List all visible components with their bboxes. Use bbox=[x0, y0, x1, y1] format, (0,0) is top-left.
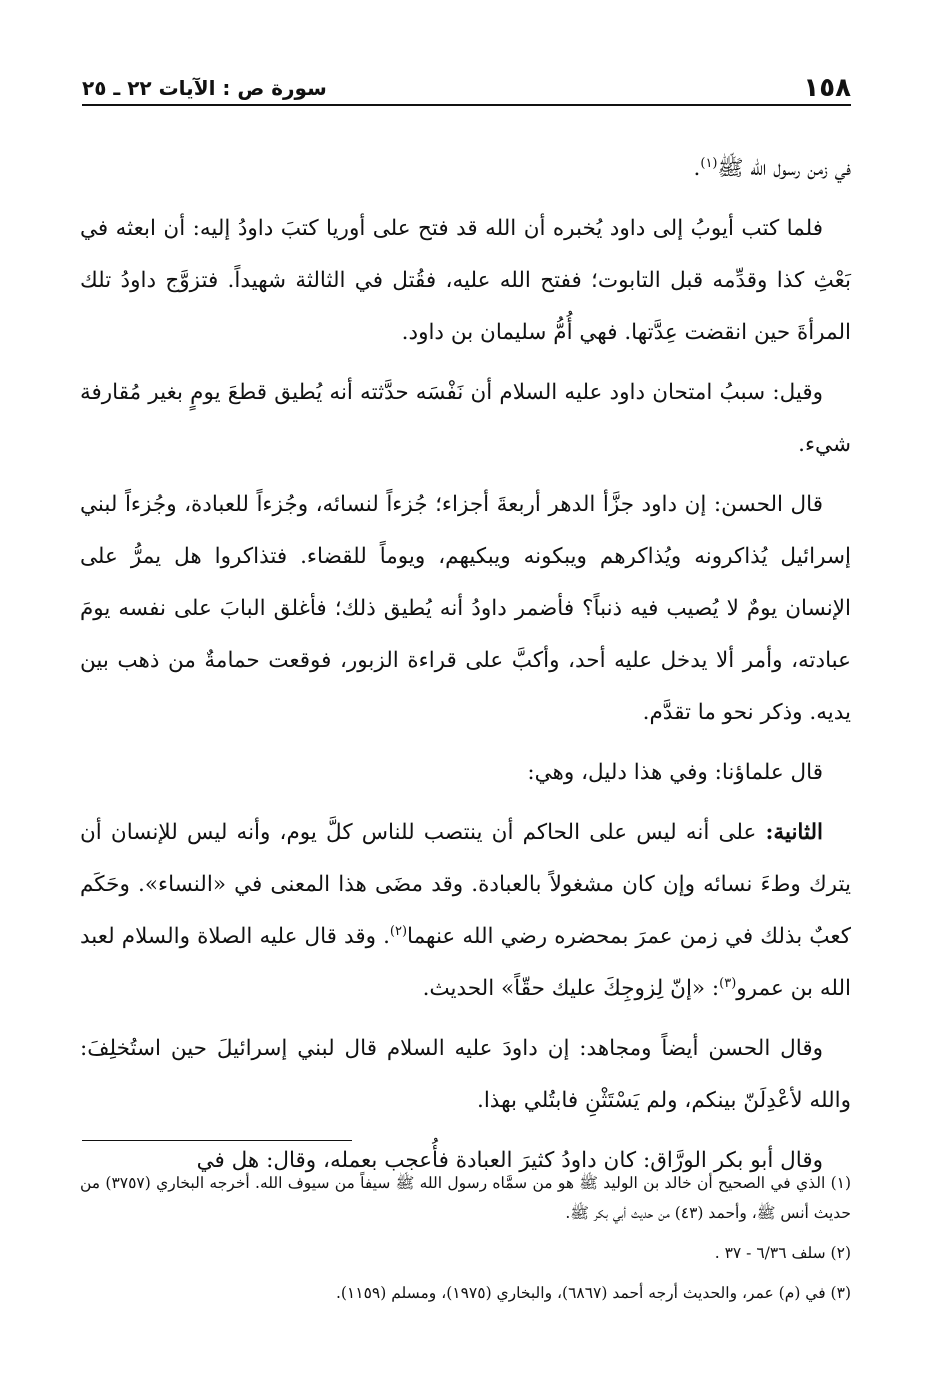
paragraph-1-text: في زمن رسول الله ﷺ bbox=[717, 156, 851, 181]
footnote-ref-2[interactable]: (٢) bbox=[389, 923, 408, 939]
header-divider bbox=[82, 104, 851, 106]
paragraph-6 bbox=[80, 807, 851, 1015]
running-header bbox=[82, 62, 851, 102]
footnote-ref-1[interactable]: (١) bbox=[700, 155, 718, 171]
page-number: ١٥٨ bbox=[803, 73, 851, 103]
footnote-2: (٢) سلف ٦/٣٦ - ٣٧ . bbox=[714, 1244, 851, 1262]
paragraph-6-text-1: على أنه ليس على الحاكم أن ينتصب للناس كلَّ يوم، وأنه ليس للإنسان أن يترك وطءَ نسائه وإن كان مشغولاً بالعبادة. وقد مضَى هذا المعنى في «النساء». وحَكَم كعبٌ بذلك في زمن عمرَ بمحضره رضي الله عنهما bbox=[80, 820, 851, 949]
surah-title: سورة ص : الآيات ٢٢ ـ ٢٥ bbox=[82, 76, 327, 100]
paragraph-3: وقيل: سببُ امتحان داود عليه السلام أن نَفْسَه حدَّثته أنه يُطيق قطعَ يومٍ بغير مُقارفة شيء. bbox=[80, 380, 851, 457]
paragraph-1-end: . bbox=[693, 156, 701, 181]
paragraph-7: وقال الحسن أيضاً ومجاهد: إن داودَ عليه السلام قال لبني إسرائيلَ حين استُخلِفَ: والله لأعْدِلَنّ بينكم، ولم يَسْتَثْنِ فابتُلي بهذا. bbox=[80, 1036, 851, 1113]
footnote-divider bbox=[82, 1140, 352, 1141]
paragraph-6-text-2: . وقد قال عليه الصلاة والسلام لعبد الله بن عمرو bbox=[80, 924, 851, 1001]
main-text bbox=[80, 143, 851, 1195]
paragraph-6-text-3: : «إنّ لِزوجِكَ عليك حقّاً» الحديث. bbox=[422, 976, 720, 1001]
paragraph-5: قال علماؤنا: وفي هذا دليل، وهي: bbox=[527, 760, 823, 785]
issue-label: الثانية: bbox=[765, 820, 823, 845]
footnote-ref-3[interactable]: (٣) bbox=[719, 975, 737, 991]
footnote-1: (١) الذي في الصحيح أن خالد بن الوليد ﷺ هو من سمَّاه رسول الله ﷺ سيفاً من سيوف الله. أخرجه البخاري (٣٧٥٧) من حديث أنس ﷺ، وأحمد (٤٣) من حديث أبي بكر ﷺ. bbox=[80, 1174, 852, 1222]
paragraph-2: فلما كتب أيوبُ إلى داود يُخبره أن الله قد فتح على أوريا كتبَ داودُ إليه: أن ابعثه في بَعْثِ كذا وقدِّمه قبل التابوت؛ ففتح الله عليه، فقُتل في الثالثة شهيداً. فتزوَّج داودُ تلك المرأةَ حين انقضت عِدَّتها. فهي أُمُّ سليمان بن داود. bbox=[80, 216, 851, 345]
paragraph-1 bbox=[80, 143, 851, 195]
footnote-3: (٣) في (م) عمر، والحديث أرجه أحمد (٦٨٦٧)، والبخاري (١٩٧٥)، ومسلم (١١٥٩). bbox=[335, 1284, 851, 1302]
footnotes bbox=[80, 1168, 851, 1318]
paragraph-8: وقال أبو بكر الورَّاق: كان داودُ كثيرَ العبادة فأُعجب بعمله، وقال: هل في bbox=[196, 1148, 823, 1173]
paragraph-4: قال الحسن: إن داود جزَّأ الدهر أربعةَ أجزاء؛ جُزءاً لنسائه، وجُزءاً للعبادة، وجُزءاً لبني إسرائيل يُذاكرونه ويُذاكرهم ويبكونه ويبكيهم، ويوماً للقضاء. فتذاكروا هل يمرُّ على الإنسان يومٌ لا يُصيب فيه ذنباً؟ فأضمر داودُ أنه يُطيق ذلك؛ فأغلق البابَ على نفسه يومَ عبادته، وأمر ألا يدخل عليه أحد، وأكبَّ على قراءة الزبور، فوقعت حمامةٌ من ذهب بين يديه. وذكر نحو ما تقدَّم. bbox=[80, 492, 851, 725]
